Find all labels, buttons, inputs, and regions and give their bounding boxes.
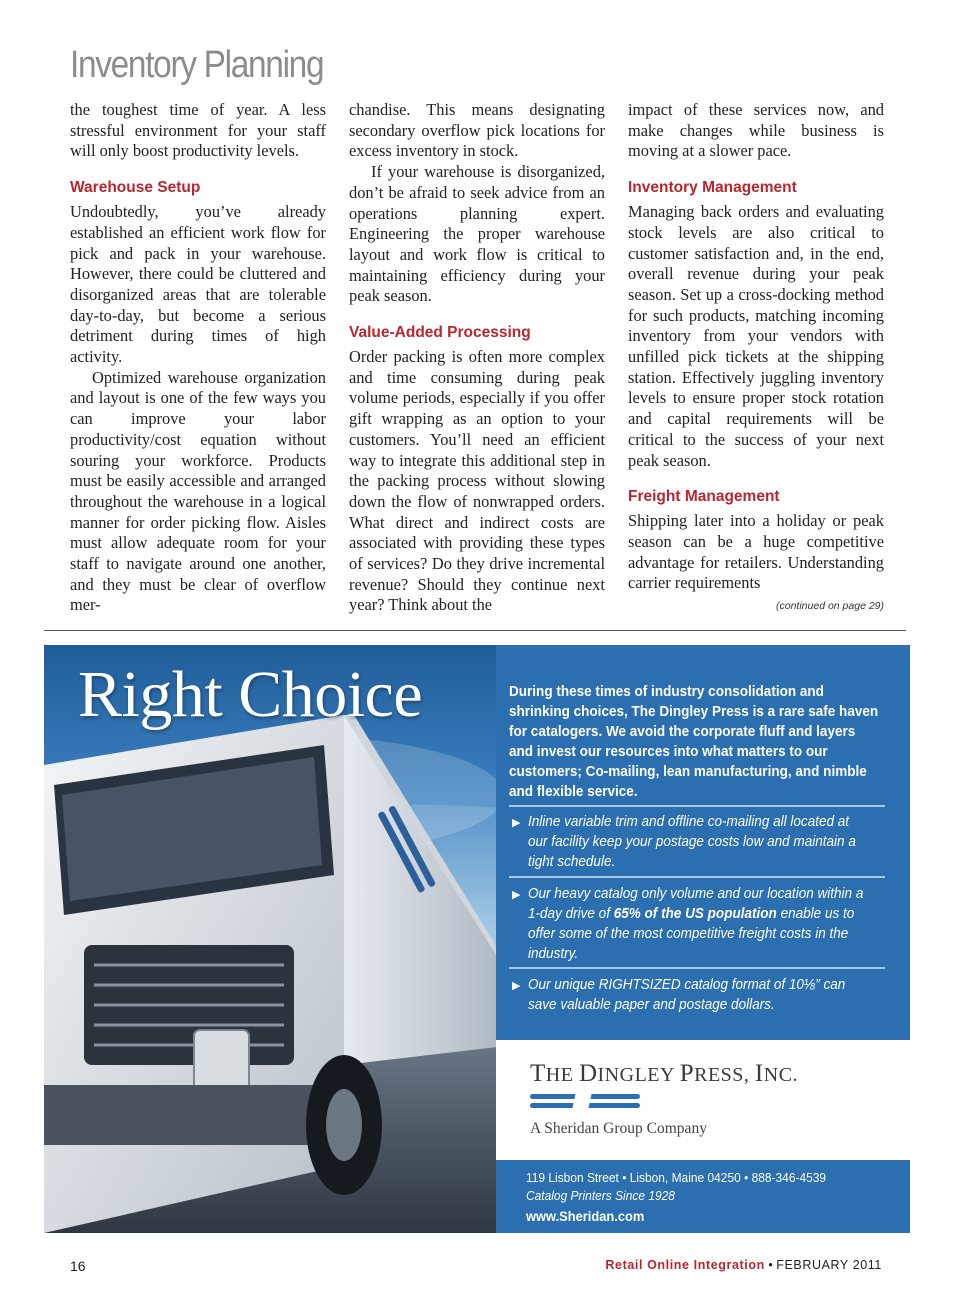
paragraph: Order packing is often more complex and time consuming during peak volume periods, especially if you offer gift wrapping as an option to your customers. You’ll need an efficient way to integrate this additional step in the packing process without slowing down the flow of nonwrapped orders. What direct and indirect costs are associated with providing these types of services? Do they drive incremental revenue? Should they continue next year? Think about the — [349, 347, 605, 615]
paragraph: Managing back orders and evaluating stock levels are also critical to customer satisfaction and, in the end, overall revenue during your peak season. Set up a cross-docking method for such products, matching incoming inventory from your vendors with unfilled pick tickets at the shipping station. Effectively juggling inventory levels to ensure proper stock rotation and capital requirements will be critical to the success of your next peak season. — [628, 202, 884, 470]
ad-bullet — [512, 884, 892, 964]
issue-date: FEBRUARY 2011 — [776, 1258, 882, 1272]
company-address: 119 Lisbon Street • Lisbon, Maine 04250 • 888-346-4539 — [526, 1170, 827, 1185]
footer-separator: • — [768, 1258, 773, 1272]
continued-note: (continued on page 29) — [776, 600, 884, 613]
ad-separator — [509, 876, 885, 878]
ad-separator — [509, 805, 885, 807]
arrow-right-icon: ▶ — [512, 980, 521, 992]
company-subtitle: A Sheridan Group Company — [530, 1120, 707, 1137]
paragraph: Optimized warehouse organization and layout is one of the few ways you can improve your labor productivity/cost equation without souring your workforce. Products must be easily accessible and arranged throughout the warehouse in a logical manner for order picking flow. Aisles must allow adequate room for your staff to navigate around one another, and they must be clear of overflow mer- — [70, 367, 326, 615]
paragraph: Shipping later into a holiday or peak season can be a huge competitive advantage for retailers. Understanding carrier requirements — [628, 511, 884, 593]
ad-bullet-text: Inline variable trim and offline co-mailing all located at our facility keep your postage costs low and maintain a tight schedule. — [528, 814, 856, 870]
paragraph: Undoubtedly, you’ve already established an efficient work flow for pick and pack in your warehouse. However, there could be cluttered and disorganized areas that are tolerable day-to-day, but become a serious detriment during times of high activity. — [70, 202, 326, 367]
ad-bullet — [512, 975, 892, 1015]
subhead-warehouse-setup: Warehouse Setup — [70, 179, 201, 197]
ad-bullet — [512, 812, 892, 872]
page-number: 16 — [70, 1258, 86, 1274]
company-website[interactable]: www.Sheridan.com — [526, 1208, 645, 1224]
ad-bullet-text: Our heavy catalog only volume and our location within a 1-day drive of 65% of the US population enable us to offer some of the most competitive freight costs in the industry. — [528, 886, 864, 962]
section-title: Inventory Planning — [70, 44, 324, 86]
paragraph: impact of these services now, and make changes while business is moving at a slower pace. — [628, 100, 884, 161]
article-column-3 — [628, 100, 884, 617]
ad-separator — [509, 967, 885, 969]
footer-publication — [605, 1258, 882, 1272]
magazine-name: Retail Online Integration — [605, 1258, 765, 1272]
subhead-value-added-processing: Value-Added Processing — [349, 324, 531, 342]
paragraph: the toughest time of year. A less stressful environment for your staff will only boost productivity levels. — [70, 100, 326, 161]
company-logo-box — [496, 1040, 910, 1160]
ad-headline: Right Choice — [78, 658, 423, 731]
dingley-logo-icon — [530, 1092, 640, 1110]
highlight-65-percent: 65% of the US population — [613, 906, 777, 922]
divider-rule — [44, 630, 906, 631]
paragraph: If your warehouse is disorganized, don’t be afraid to seek advice from an operations planning expert. Engineering the proper warehouse layout and work flow is critical to maintaining efficiency during your peak season. — [349, 162, 605, 306]
advertisement — [44, 645, 910, 1233]
arrow-right-icon: ▶ — [512, 889, 521, 901]
subhead-freight-management: Freight Management — [628, 488, 780, 506]
article-column-1 — [70, 100, 326, 616]
paragraph: chandise. This means designating secondary overflow pick locations for excess inventory in stock. — [349, 100, 605, 161]
article-column-2 — [349, 100, 605, 616]
contact-panel — [496, 1160, 910, 1233]
arrow-right-icon: ▶ — [512, 817, 521, 829]
company-tagline: Catalog Printers Since 1928 — [526, 1188, 675, 1203]
ad-bullet-text: Our unique RIGHTSIZED catalog format of 10⅛” can save valuable paper and postage dollars. — [528, 977, 846, 1013]
company-name: THE DINGLEY PRESS, INC. — [530, 1060, 799, 1087]
subhead-inventory-management: Inventory Management — [628, 179, 797, 197]
ad-lead-copy: During these times of industry consolidation and shrinking choices, The Dingley Press is a rare safe haven for catalogers. We avoid the corporate fluff and layers and invest our resources into what matters to our customers; Co-mailing, lean manufacturing, and nimble and flexible service. — [509, 684, 879, 800]
